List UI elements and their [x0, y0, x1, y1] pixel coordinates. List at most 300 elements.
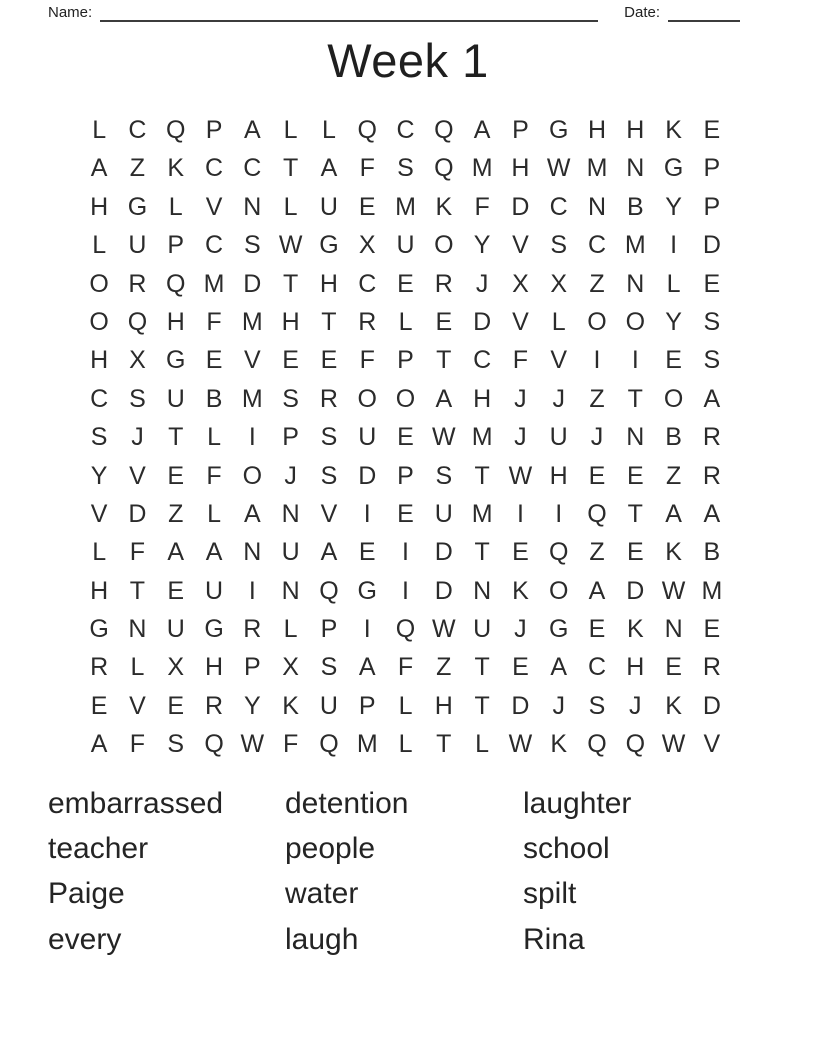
- grid-letter: M: [586, 154, 608, 183]
- grid-letter: D: [702, 691, 721, 720]
- grid-letter: F: [206, 307, 222, 336]
- grid-letter: A: [320, 154, 338, 183]
- grid-letter: T: [474, 538, 490, 567]
- grid-letter: O: [548, 576, 569, 605]
- grid-letter: I: [631, 346, 639, 375]
- grid-letter: T: [282, 269, 299, 298]
- grid-letter: R: [90, 653, 109, 682]
- grid-letter: U: [549, 423, 568, 452]
- grid-letter: B: [205, 384, 223, 413]
- grid-letter: L: [398, 730, 413, 759]
- grid-letter: N: [281, 576, 300, 605]
- grid-letter: E: [703, 116, 721, 144]
- grid-letter: P: [243, 653, 261, 682]
- grid-letter: E: [588, 615, 606, 644]
- grid-letter: G: [319, 231, 339, 260]
- grid-letter: L: [130, 653, 145, 682]
- grid-letter: A: [358, 653, 376, 682]
- grid-letter: E: [358, 192, 376, 221]
- grid-letter: H: [626, 653, 645, 682]
- grid-letter: H: [90, 192, 109, 221]
- grid-letter: L: [283, 192, 298, 221]
- grid-letter: C: [549, 192, 568, 221]
- grid-letter: I: [363, 499, 371, 528]
- grid-letter: S: [243, 231, 261, 260]
- grid-letter: V: [512, 307, 529, 336]
- grid-letter: U: [473, 615, 492, 644]
- grid-letter: V: [90, 499, 108, 528]
- word-item: spilt: [523, 877, 577, 911]
- grid-letter: B: [665, 423, 682, 452]
- grid-letter: H: [473, 384, 492, 413]
- grid-letter: L: [207, 423, 221, 452]
- grid-letter: D: [626, 576, 645, 605]
- grid-letter: E: [282, 346, 299, 375]
- grid-letter: D: [434, 538, 453, 567]
- grid-letter: P: [282, 423, 299, 452]
- grid-letter: V: [129, 691, 146, 720]
- grid-letter: J: [552, 691, 565, 720]
- grid-letter: U: [434, 499, 453, 528]
- grid-letter: K: [626, 615, 644, 644]
- grid-letter: U: [358, 423, 377, 452]
- grid-letter: R: [205, 691, 224, 720]
- header: [48, 1, 740, 22]
- grid-letter: T: [321, 307, 337, 336]
- grid-letter: G: [127, 192, 148, 221]
- grid-letter: Q: [166, 116, 186, 144]
- word-item: teacher: [48, 832, 149, 866]
- grid-letter: H: [626, 116, 645, 144]
- grid-letter: A: [205, 538, 223, 567]
- puzzle-title: Week 1: [327, 34, 489, 87]
- grid-letter: Q: [625, 730, 646, 759]
- grid-letter: S: [550, 231, 568, 260]
- grid-letter: A: [703, 384, 721, 413]
- grid-letter: X: [512, 269, 529, 298]
- grid-letter: T: [129, 576, 146, 605]
- grid-letter: I: [516, 499, 524, 528]
- grid-letter: A: [320, 538, 338, 567]
- grid-letter: A: [167, 538, 185, 567]
- grid-letter: N: [281, 499, 300, 528]
- grid-letter: J: [475, 269, 489, 298]
- grid-letter: E: [397, 423, 414, 452]
- word-item: detention: [285, 787, 409, 820]
- grid-letter: C: [396, 116, 415, 144]
- grid-letter: Y: [665, 307, 682, 336]
- grid-letter: T: [474, 691, 490, 720]
- grid-letter: I: [593, 346, 601, 375]
- word-item: school: [523, 832, 610, 866]
- grid-letter: A: [90, 154, 108, 183]
- grid-letter: Q: [548, 538, 569, 567]
- grid-letter: M: [471, 154, 493, 183]
- grid-letter: E: [167, 461, 185, 490]
- grid-letter: G: [548, 116, 569, 144]
- grid-letter: L: [168, 192, 183, 221]
- word-item: laugh: [285, 922, 359, 956]
- grid-letter: Y: [473, 231, 491, 260]
- grid-letter: N: [626, 269, 645, 298]
- grid-letter: H: [511, 154, 530, 183]
- grid-letter: R: [702, 461, 721, 490]
- grid-letter: K: [512, 576, 529, 605]
- grid-letter: O: [395, 384, 416, 413]
- grid-letter: W: [278, 231, 303, 260]
- grid-letter: X: [550, 269, 568, 298]
- grid-letter: Q: [127, 307, 148, 336]
- grid-letter: L: [92, 538, 107, 567]
- grid-letter: M: [241, 307, 263, 336]
- grid-letter: Z: [168, 499, 184, 528]
- word-search-grid: [80, 111, 731, 764]
- grid-letter: Q: [319, 730, 339, 759]
- grid-letter: Q: [587, 730, 607, 759]
- grid-letter: P: [703, 192, 721, 221]
- grid-letter: E: [665, 346, 682, 375]
- grid-letter: B: [703, 538, 721, 567]
- grid-letter: W: [432, 423, 456, 452]
- grid-letter: H: [205, 653, 224, 682]
- grid-letter: H: [166, 307, 185, 336]
- grid-letter: H: [90, 576, 109, 605]
- grid-letter: B: [626, 192, 644, 221]
- grid-letter: U: [205, 576, 224, 605]
- grid-letter: E: [397, 269, 414, 298]
- grid-letter: I: [402, 538, 409, 567]
- grid-letter: L: [666, 269, 681, 298]
- grid-letter: S: [320, 423, 338, 452]
- grid-letter: C: [243, 154, 262, 183]
- grid-letter: F: [129, 538, 146, 567]
- grid-letter: C: [473, 346, 492, 375]
- grid-letter: E: [435, 307, 453, 336]
- grid-letter: V: [129, 461, 146, 490]
- grid-letter: V: [243, 346, 261, 375]
- grid-letter: E: [90, 691, 108, 720]
- grid-letter: Q: [319, 576, 339, 605]
- grid-letter: P: [397, 461, 414, 490]
- grid-letter: E: [205, 346, 223, 375]
- grid-letter: W: [508, 461, 533, 490]
- grid-letter: C: [205, 154, 224, 183]
- grid-letter: L: [92, 116, 107, 144]
- grid-letter: O: [242, 461, 263, 490]
- grid-letter: G: [204, 615, 224, 644]
- grid-letter: U: [396, 231, 415, 260]
- grid-letter: R: [128, 269, 147, 298]
- grid-letter: F: [397, 653, 414, 682]
- grid-letter: S: [703, 307, 721, 336]
- grid-letter: P: [320, 615, 338, 644]
- grid-letter: Q: [166, 269, 186, 298]
- word-item: laughter: [523, 787, 632, 820]
- grid-letter: L: [207, 499, 221, 528]
- grid-letter: Z: [589, 269, 605, 298]
- grid-letter: P: [397, 346, 414, 375]
- grid-letter: U: [281, 538, 300, 567]
- grid-letter: K: [550, 730, 568, 759]
- grid-letter: U: [319, 192, 338, 221]
- grid-letter: K: [665, 691, 682, 720]
- date-label: Date:: [624, 4, 660, 21]
- grid-letter: L: [321, 116, 336, 144]
- grid-letter: W: [432, 615, 456, 644]
- grid-letter: E: [167, 691, 185, 720]
- grid-letter: H: [319, 269, 338, 298]
- grid-letter: T: [627, 384, 643, 413]
- grid-letter: N: [587, 192, 607, 221]
- grid-letter: S: [320, 461, 338, 490]
- grid-letter: W: [240, 730, 265, 759]
- grid-letter: S: [397, 154, 414, 183]
- grid-letter: Y: [665, 192, 682, 221]
- grid-letter: X: [129, 346, 146, 375]
- grid-letter: A: [243, 499, 261, 528]
- grid-letter: O: [434, 231, 454, 260]
- grid-letter: D: [243, 269, 262, 298]
- grid-letter: N: [473, 576, 492, 605]
- grid-letter: J: [514, 384, 527, 413]
- grid-letter: S: [90, 423, 108, 452]
- word-item: people: [285, 832, 376, 866]
- grid-letter: K: [665, 116, 682, 144]
- grid-letter: M: [701, 576, 723, 605]
- grid-letter: V: [703, 730, 721, 759]
- grid-letter: O: [357, 384, 377, 413]
- grid-letter: E: [320, 346, 338, 375]
- grid-letter: E: [703, 269, 721, 298]
- grid-letter: J: [514, 615, 527, 644]
- word-item: embarrassed: [48, 787, 224, 820]
- grid-letter: J: [284, 461, 297, 490]
- grid-letter: L: [92, 231, 107, 260]
- grid-letter: D: [128, 499, 147, 528]
- grid-letter: A: [588, 576, 606, 605]
- grid-letter: G: [548, 615, 569, 644]
- grid-letter: S: [703, 346, 721, 375]
- grid-letter: W: [661, 576, 686, 605]
- grid-letter: A: [243, 116, 261, 144]
- grid-letter: C: [587, 231, 607, 260]
- grid-letter: F: [474, 192, 490, 221]
- grid-letter: C: [128, 116, 147, 144]
- grid-letter: Q: [434, 154, 454, 183]
- grid-letter: L: [283, 615, 298, 644]
- grid-letter: T: [474, 653, 490, 682]
- grid-letter: N: [626, 154, 645, 183]
- grid-letter: J: [131, 423, 144, 452]
- grid-letter: H: [434, 691, 453, 720]
- grid-letter: N: [128, 615, 147, 644]
- grid-letter: A: [665, 499, 682, 528]
- word-item: every: [48, 922, 122, 956]
- grid-letter: S: [435, 461, 453, 490]
- grid-letter: D: [702, 231, 721, 260]
- grid-letter: D: [358, 461, 377, 490]
- grid-letter: Z: [436, 653, 452, 682]
- grid-letter: S: [282, 384, 299, 413]
- grid-letter: U: [319, 691, 338, 720]
- name-label: Name:: [48, 4, 93, 21]
- grid-letter: S: [588, 691, 606, 720]
- grid-letter: C: [358, 269, 377, 298]
- grid-letter: T: [168, 423, 184, 452]
- grid-letter: Z: [589, 538, 605, 567]
- grid-letter: C: [587, 653, 607, 682]
- grid-letter: J: [552, 384, 565, 413]
- grid-letter: Q: [395, 615, 416, 644]
- grid-letter: X: [282, 653, 299, 682]
- grid-letter: M: [471, 423, 493, 452]
- word-list: [48, 781, 738, 962]
- grid-letter: G: [663, 154, 684, 183]
- grid-letter: D: [473, 307, 492, 336]
- grid-letter: A: [703, 499, 721, 528]
- grid-letter: M: [356, 730, 378, 759]
- grid-letter: R: [243, 615, 262, 644]
- grid-letter: E: [665, 653, 682, 682]
- word-item: Paige: [48, 877, 125, 911]
- grid-letter: P: [205, 116, 223, 144]
- grid-letter: L: [475, 730, 490, 759]
- grid-letter: U: [128, 231, 147, 260]
- grid-letter: Q: [587, 499, 607, 528]
- grid-letter: K: [167, 154, 185, 183]
- grid-letter: J: [514, 423, 527, 452]
- grid-letter: N: [664, 615, 683, 644]
- grid-letter: H: [90, 346, 109, 375]
- grid-letter: T: [474, 461, 490, 490]
- grid-letter: O: [663, 384, 684, 413]
- grid-letter: J: [629, 691, 642, 720]
- grid-letter: R: [702, 653, 721, 682]
- grid-letter: Q: [204, 730, 224, 759]
- grid-letter: F: [512, 346, 529, 375]
- grid-letter: Z: [129, 154, 146, 183]
- grid-letter: Q: [357, 116, 377, 144]
- grid-letter: I: [248, 423, 256, 452]
- grid-letter: G: [357, 576, 377, 605]
- grid-letter: I: [363, 615, 371, 644]
- word-item: Rina: [523, 922, 585, 956]
- grid-letter: E: [167, 576, 185, 605]
- grid-letter: E: [512, 653, 529, 682]
- grid-letter: M: [624, 231, 646, 260]
- grid-letter: I: [402, 576, 409, 605]
- grid-letter: S: [129, 384, 146, 413]
- grid-letter: M: [241, 384, 263, 413]
- grid-letter: R: [358, 307, 377, 336]
- grid-letter: G: [166, 346, 186, 375]
- grid-letter: Z: [589, 384, 605, 413]
- date-fill-line: [668, 3, 740, 22]
- grid-letter: P: [703, 154, 721, 183]
- grid-letter: A: [90, 730, 108, 759]
- grid-letter: Z: [665, 461, 682, 490]
- name-fill-line: [100, 3, 598, 22]
- grid-letter: E: [397, 499, 414, 528]
- grid-letter: V: [550, 346, 568, 375]
- grid-letter: L: [283, 116, 298, 144]
- grid-letter: C: [205, 231, 224, 260]
- grid-letter: R: [434, 269, 453, 298]
- grid-letter: E: [626, 461, 644, 490]
- grid-letter: T: [627, 499, 643, 528]
- grid-letter: N: [626, 423, 645, 452]
- grid-letter: M: [471, 499, 493, 528]
- grid-letter: A: [473, 116, 491, 144]
- grid-letter: S: [320, 653, 338, 682]
- grid-letter: F: [129, 730, 146, 759]
- grid-letter: O: [89, 269, 109, 298]
- grid-letter: N: [243, 192, 262, 221]
- grid-letter: U: [166, 384, 185, 413]
- grid-letter: O: [89, 307, 109, 336]
- grid-letter: F: [359, 346, 375, 375]
- grid-letter: H: [549, 461, 568, 490]
- grid-letter: C: [90, 384, 109, 413]
- grid-letter: V: [205, 192, 223, 221]
- grid-letter: T: [282, 154, 299, 183]
- grid-letter: Y: [90, 461, 108, 490]
- grid-letter: A: [435, 384, 453, 413]
- grid-letter: E: [512, 538, 529, 567]
- grid-letter: K: [665, 538, 682, 567]
- grid-letter: M: [203, 269, 225, 298]
- grid-letter: W: [508, 730, 533, 759]
- grid-letter: D: [511, 691, 530, 720]
- grid-letter: I: [555, 499, 563, 528]
- grid-letter: L: [398, 691, 413, 720]
- grid-letter: V: [512, 231, 529, 260]
- grid-letter: S: [167, 730, 185, 759]
- grid-letter: T: [436, 346, 452, 375]
- grid-letter: N: [243, 538, 262, 567]
- grid-letter: Y: [243, 691, 261, 720]
- grid-letter: U: [166, 615, 185, 644]
- grid-letter: M: [395, 192, 416, 221]
- grid-letter: P: [512, 116, 529, 144]
- grid-letter: F: [206, 461, 222, 490]
- grid-letter: E: [358, 538, 376, 567]
- grid-letter: K: [435, 192, 453, 221]
- grid-letter: L: [398, 307, 413, 336]
- grid-letter: D: [434, 576, 453, 605]
- grid-letter: O: [587, 307, 607, 336]
- grid-letter: G: [89, 615, 109, 644]
- grid-letter: E: [703, 615, 721, 644]
- grid-letter: E: [588, 461, 606, 490]
- grid-letter: A: [550, 653, 568, 682]
- grid-letter: P: [167, 231, 185, 260]
- grid-letter: F: [282, 730, 299, 759]
- grid-letter: X: [358, 231, 376, 260]
- grid-letter: T: [436, 730, 452, 759]
- grid-letter: V: [320, 499, 338, 528]
- grid-letter: X: [167, 653, 185, 682]
- grid-letter: L: [551, 307, 566, 336]
- grid-letter: F: [359, 154, 375, 183]
- grid-letter: I: [670, 231, 678, 260]
- grid-letter: R: [319, 384, 338, 413]
- grid-letter: Q: [434, 116, 454, 144]
- word-item: water: [285, 877, 359, 911]
- grid-letter: O: [625, 307, 646, 336]
- grid-letter: E: [626, 538, 644, 567]
- grid-letter: D: [511, 192, 530, 221]
